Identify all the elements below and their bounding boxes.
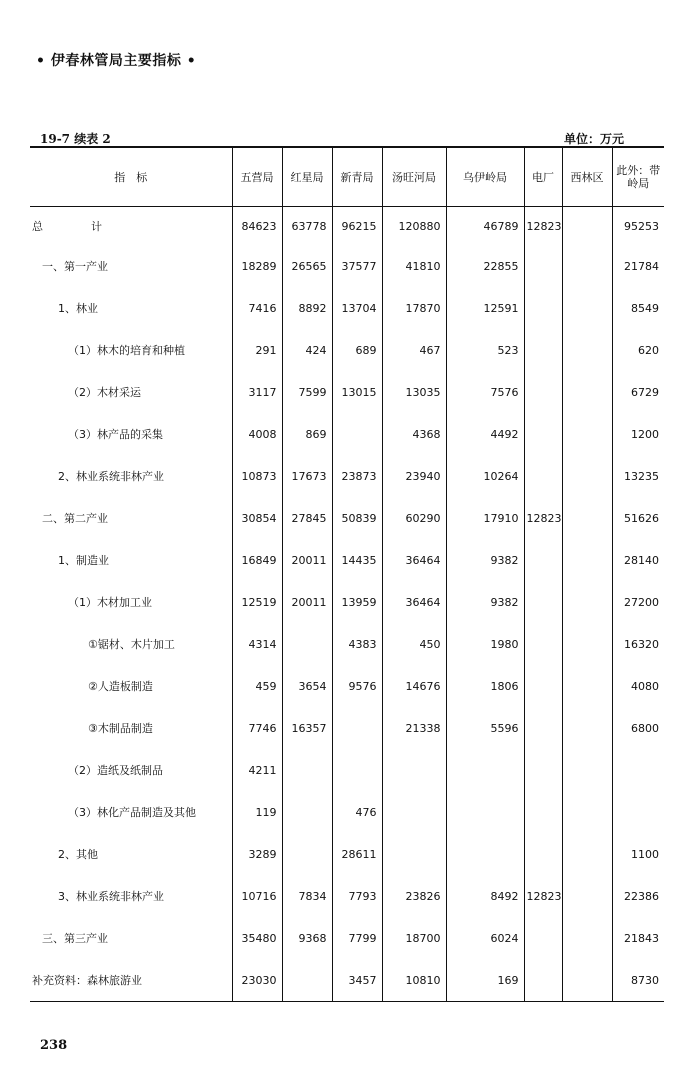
cell-value: 8492: [446, 875, 524, 917]
table-row: [30, 245, 664, 287]
table-row: [30, 833, 664, 875]
cell-value: [524, 371, 562, 413]
cell-value: [562, 539, 612, 581]
row-label: ①锯材、木片加工: [88, 638, 175, 651]
cell-value: 476: [332, 791, 382, 833]
cell-value: [282, 749, 332, 791]
row-label: （2）造纸及纸制品: [68, 764, 163, 777]
cell-value: [612, 749, 664, 791]
cell-value: 3654: [282, 665, 332, 707]
cell-value: 5596: [446, 707, 524, 749]
cell-value: [562, 875, 612, 917]
cell-value: 23873: [332, 455, 382, 497]
cell-value: 18289: [232, 245, 282, 287]
cell-value: [562, 665, 612, 707]
cell-value: 14676: [382, 665, 446, 707]
cell-value: 13015: [332, 371, 382, 413]
cell-value: 23826: [382, 875, 446, 917]
cell-value: [524, 287, 562, 329]
cell-value: 424: [282, 329, 332, 371]
cell-value: 10716: [232, 875, 282, 917]
cell-value: [282, 623, 332, 665]
cell-value: [562, 371, 612, 413]
row-label: 1、制造业: [58, 554, 109, 567]
cell-value: 50839: [332, 497, 382, 539]
cell-value: [332, 749, 382, 791]
cell-value: 21338: [382, 707, 446, 749]
table-row: [30, 959, 664, 1002]
cell-value: 7834: [282, 875, 332, 917]
cell-value: 13704: [332, 287, 382, 329]
cell-value: 27200: [612, 581, 664, 623]
row-label: （3）林化产品制造及其他: [68, 806, 196, 819]
cell-value: [524, 623, 562, 665]
header-indicator: 指 标: [30, 147, 232, 207]
cell-value: [562, 749, 612, 791]
unit-label: 单位：万元: [564, 132, 625, 146]
cell-value: 46789: [446, 207, 524, 246]
table-code: 19-7 续表 2: [40, 132, 111, 146]
cell-value: 6800: [612, 707, 664, 749]
cell-value: [562, 287, 612, 329]
table-row: [30, 791, 664, 833]
cell-value: 22855: [446, 245, 524, 287]
cell-value: 12591: [446, 287, 524, 329]
header-column: 电厂: [524, 147, 562, 207]
row-label: ③木制品制造: [88, 722, 153, 735]
cell-value: [562, 581, 612, 623]
cell-value: [562, 917, 612, 959]
cell-value: 10873: [232, 455, 282, 497]
cell-value: [562, 207, 612, 246]
cell-value: [524, 749, 562, 791]
cell-value: [282, 791, 332, 833]
cell-value: [562, 455, 612, 497]
cell-value: 10810: [382, 959, 446, 1002]
cell-value: 30854: [232, 497, 282, 539]
header-column: 西林区: [562, 147, 612, 207]
table-row: [30, 207, 664, 246]
cell-value: 3117: [232, 371, 282, 413]
cell-value: [562, 707, 612, 749]
page-title: • 伊春林管局主要指标 •: [36, 53, 197, 69]
page-number: 238: [40, 1038, 68, 1053]
cell-value: 7746: [232, 707, 282, 749]
header-column: 红星局: [282, 147, 332, 207]
cell-value: 4314: [232, 623, 282, 665]
cell-value: 7416: [232, 287, 282, 329]
cell-value: [446, 749, 524, 791]
cell-value: 120880: [382, 207, 446, 246]
cell-value: 169: [446, 959, 524, 1002]
cell-value: [382, 749, 446, 791]
cell-value: [524, 665, 562, 707]
cell-value: 16320: [612, 623, 664, 665]
cell-value: 291: [232, 329, 282, 371]
cell-value: 36464: [382, 539, 446, 581]
cell-value: [562, 623, 612, 665]
cell-value: 4368: [382, 413, 446, 455]
cell-value: 12519: [232, 581, 282, 623]
cell-value: [562, 959, 612, 1002]
cell-value: 21784: [612, 245, 664, 287]
row-label: 二、第二产业: [42, 512, 108, 525]
cell-value: 10264: [446, 455, 524, 497]
cell-value: 21843: [612, 917, 664, 959]
header-column: 五营局: [232, 147, 282, 207]
cell-value: [382, 791, 446, 833]
cell-value: 8892: [282, 287, 332, 329]
cell-value: [524, 917, 562, 959]
header-column: 乌伊岭局: [446, 147, 524, 207]
cell-value: 9576: [332, 665, 382, 707]
row-label: （1）木材加工业: [68, 596, 152, 609]
cell-value: [562, 329, 612, 371]
cell-value: [524, 539, 562, 581]
header-column: 此外：带岭局: [612, 147, 664, 207]
cell-value: 12823: [524, 497, 562, 539]
cell-value: 36464: [382, 581, 446, 623]
cell-value: 1100: [612, 833, 664, 875]
cell-value: [282, 833, 332, 875]
cell-value: 7576: [446, 371, 524, 413]
table-body: [30, 207, 664, 1002]
cell-value: [524, 455, 562, 497]
table-row: [30, 875, 664, 917]
cell-value: 17870: [382, 287, 446, 329]
cell-value: 467: [382, 329, 446, 371]
cell-value: 16357: [282, 707, 332, 749]
cell-value: [282, 959, 332, 1002]
table-row: [30, 623, 664, 665]
cell-value: 4008: [232, 413, 282, 455]
cell-value: 51626: [612, 497, 664, 539]
row-label: 2、其他: [58, 848, 98, 861]
table-row: [30, 413, 664, 455]
cell-value: 119: [232, 791, 282, 833]
cell-value: [382, 833, 446, 875]
table-row: [30, 455, 664, 497]
cell-value: 4383: [332, 623, 382, 665]
row-label: （3）林产品的采集: [68, 428, 163, 441]
table-row: [30, 665, 664, 707]
cell-value: [562, 791, 612, 833]
cell-value: 6729: [612, 371, 664, 413]
table-row: [30, 287, 664, 329]
cell-value: 84623: [232, 207, 282, 246]
cell-value: 3457: [332, 959, 382, 1002]
cell-value: 1980: [446, 623, 524, 665]
header-column: 汤旺河局: [382, 147, 446, 207]
cell-value: 12823: [524, 875, 562, 917]
cell-value: [562, 833, 612, 875]
cell-value: 4211: [232, 749, 282, 791]
table-row: [30, 539, 664, 581]
cell-value: 28611: [332, 833, 382, 875]
cell-value: 28140: [612, 539, 664, 581]
cell-value: 869: [282, 413, 332, 455]
cell-value: 459: [232, 665, 282, 707]
cell-value: [524, 245, 562, 287]
table-header-row: [30, 147, 664, 207]
row-label: 总计: [32, 220, 150, 233]
cell-value: 17910: [446, 497, 524, 539]
cell-value: 7599: [282, 371, 332, 413]
cell-value: [524, 791, 562, 833]
cell-value: 23030: [232, 959, 282, 1002]
cell-value: 13035: [382, 371, 446, 413]
cell-value: 13235: [612, 455, 664, 497]
cell-value: 12823: [524, 207, 562, 246]
row-label: 2、林业系统非林产业: [58, 470, 164, 483]
cell-value: 60290: [382, 497, 446, 539]
cell-value: 4080: [612, 665, 664, 707]
cell-value: 20011: [282, 581, 332, 623]
cell-value: 37577: [332, 245, 382, 287]
table-row: [30, 707, 664, 749]
cell-value: 95253: [612, 207, 664, 246]
cell-value: 9382: [446, 539, 524, 581]
cell-value: 96215: [332, 207, 382, 246]
table-row: [30, 749, 664, 791]
cell-value: 7799: [332, 917, 382, 959]
cell-value: 7793: [332, 875, 382, 917]
cell-value: 8730: [612, 959, 664, 1002]
header-column: 新青局: [332, 147, 382, 207]
table-row: [30, 581, 664, 623]
cell-value: 1806: [446, 665, 524, 707]
cell-value: [524, 707, 562, 749]
cell-value: [562, 497, 612, 539]
cell-value: 689: [332, 329, 382, 371]
cell-value: 20011: [282, 539, 332, 581]
row-label: 1、林业: [58, 302, 98, 315]
cell-value: 6024: [446, 917, 524, 959]
indicators-table: [30, 146, 664, 1002]
cell-value: [524, 413, 562, 455]
row-label: （2）木材采运: [68, 386, 141, 399]
row-label: 三、第三产业: [42, 932, 108, 945]
cell-value: [524, 581, 562, 623]
cell-value: 35480: [232, 917, 282, 959]
cell-value: 27845: [282, 497, 332, 539]
cell-value: 4492: [446, 413, 524, 455]
cell-value: 1200: [612, 413, 664, 455]
row-label: （1）林木的培育和种植: [68, 344, 185, 357]
table-row: [30, 917, 664, 959]
cell-value: [446, 791, 524, 833]
cell-value: [562, 245, 612, 287]
cell-value: 9382: [446, 581, 524, 623]
table-row: [30, 371, 664, 413]
cell-value: 16849: [232, 539, 282, 581]
cell-value: 17673: [282, 455, 332, 497]
row-label: 一、第一产业: [42, 260, 108, 273]
cell-value: 8549: [612, 287, 664, 329]
cell-value: [524, 959, 562, 1002]
table-row: [30, 497, 664, 539]
cell-value: 9368: [282, 917, 332, 959]
row-label: 3、林业系统非林产业: [58, 890, 164, 903]
cell-value: 18700: [382, 917, 446, 959]
cell-value: [612, 791, 664, 833]
cell-value: 63778: [282, 207, 332, 246]
table-row: [30, 329, 664, 371]
row-label: 补充资料：森林旅游业: [30, 959, 232, 1002]
cell-value: [332, 413, 382, 455]
cell-value: 523: [446, 329, 524, 371]
cell-value: 26565: [282, 245, 332, 287]
cell-value: 450: [382, 623, 446, 665]
cell-value: 41810: [382, 245, 446, 287]
cell-value: [332, 707, 382, 749]
cell-value: 22386: [612, 875, 664, 917]
cell-value: 3289: [232, 833, 282, 875]
cell-value: 13959: [332, 581, 382, 623]
cell-value: [446, 833, 524, 875]
cell-value: 14435: [332, 539, 382, 581]
cell-value: [524, 833, 562, 875]
cell-value: 23940: [382, 455, 446, 497]
cell-value: [524, 329, 562, 371]
row-label: ②人造板制造: [88, 680, 153, 693]
cell-value: 620: [612, 329, 664, 371]
cell-value: [562, 413, 612, 455]
